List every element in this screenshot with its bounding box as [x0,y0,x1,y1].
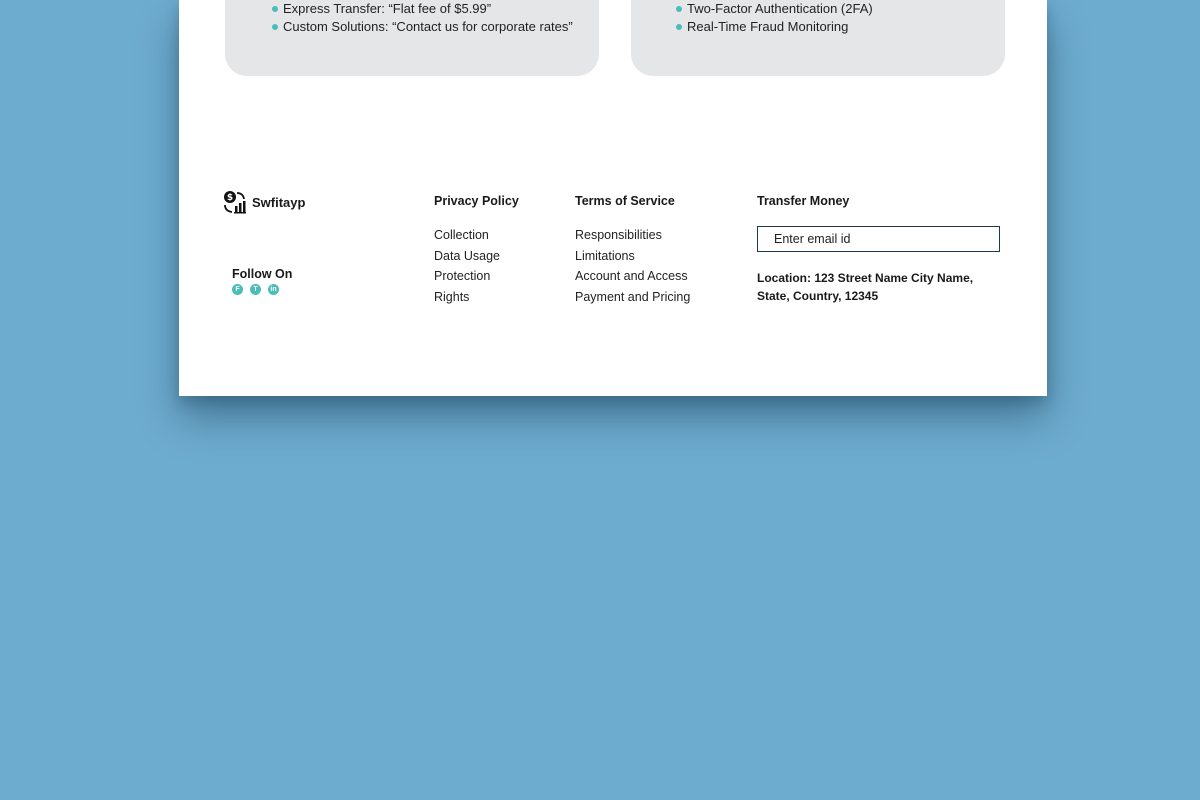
list-item-text: Two-Factor Authentication (2FA) [687,1,873,16]
follow-section [232,267,292,295]
follow-title: Follow On [232,267,293,281]
transfer-money-heading: Transfer Money [757,194,850,208]
footer-link-protection[interactable]: Protection [434,269,491,283]
brand-name: Swfitayp [252,194,306,210]
bullet-icon [272,6,278,12]
security-feature-list [675,0,873,36]
list-item-text: Real-Time Fraud Monitoring [687,19,849,34]
bullet-icon [272,24,278,30]
pricing-feature-list [271,0,573,36]
privacy-policy-column [434,193,519,307]
terms-of-service-column [575,193,690,307]
money-transfer-icon [223,190,247,214]
list-item [271,0,573,18]
privacy-policy-heading[interactable]: Privacy Policy [434,194,519,208]
facebook-icon[interactable]: F [232,284,243,295]
privacy-links [434,225,519,307]
bullet-icon [676,24,682,30]
email-input[interactable] [757,226,1000,252]
social-links [232,284,292,295]
footer-link-data-usage[interactable]: Data Usage [434,248,501,263]
footer-link-responsibilities[interactable]: Responsibilities [575,228,662,242]
transfer-money-column [757,193,1000,305]
list-item [271,18,573,36]
footer-link-collection[interactable]: Collection [434,228,489,242]
footer-link-payment-pricing[interactable]: Payment and Pricing [575,289,691,304]
list-item-text: Express Transfer: “Flat fee of $5.99” [283,1,492,16]
footer-link-limitations[interactable]: Limitations [575,248,635,263]
footer-link-rights[interactable]: Rights [434,289,470,304]
footer-link-account-access[interactable]: Account and Access [575,269,688,283]
list-item [675,18,873,36]
location-text: Location: 123 Street Name City Name, State, Country, 12345 [757,271,974,303]
list-item [675,0,873,18]
linkedin-icon[interactable]: in [268,284,279,295]
terms-links [575,225,690,307]
document-page [179,0,1047,396]
bullet-icon [676,6,682,12]
svg-text:$: $ [226,193,234,204]
security-card [631,0,1005,76]
terms-heading[interactable]: Terms of Service [575,194,675,208]
list-item-text: Custom Solutions: “Contact us for corporate rates” [283,19,573,34]
pricing-card [225,0,599,76]
footer-brand[interactable] [223,190,305,214]
twitter-icon[interactable]: T [250,284,261,295]
